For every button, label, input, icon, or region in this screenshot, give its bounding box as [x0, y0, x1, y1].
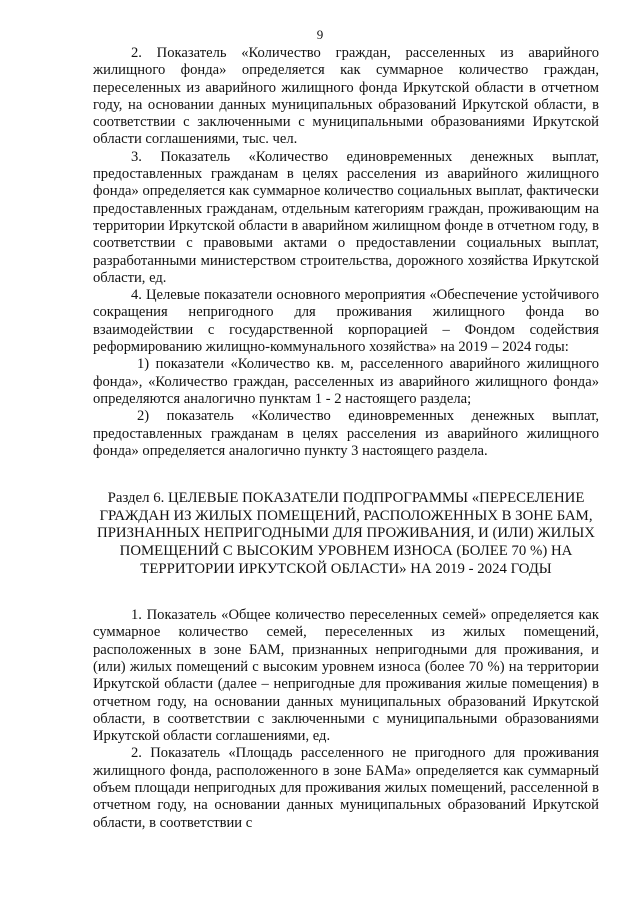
- section6-item-1: 1. Показатель «Общее количество переселенных семей» определяется как суммарное количество семей, переселенных из жилых помещений, расположенных в зоне БАМ, признанных непригодными для проживания, и (или) жилых помещений с высоким уровнем износа (более 70 %) на территории Иркутской области (далее – непригодные для проживания жилые помещения) в отчетном году, на основании данных муниципальных образований Иркутской области, в соответствии с заключенными с муниципальными образованиями Иркутской области соглашениями, ед.: [93, 607, 599, 745]
- section5-item-3: 3. Показатель «Количество единовременных денежных выплат, предоставленных гражданам в целях расселения из аварийного жилищного фонда» определяется как суммарное количество социальных выплат, фактически предоставленных гражданам, отдельным категориям граждан, проживающим на территории Иркутской области в аварийном жилищном фонде в отчетном году, в соответствии с правовыми актами о предоставлении социальных выплат, разработанными министерством строительства, дорожного хозяйства Иркутской области, ед.: [93, 148, 599, 286]
- section5-subitem-1: 1) показатели «Количество кв. м, расселенного аварийного жилищного фонда», «Количество граждан, расселенных из аварийного жилищного фонда» определяются аналогично пунктам 1 - 2 настоящего раздела;: [93, 356, 599, 407]
- section5-item-4: 4. Целевые показатели основного мероприятия «Обеспечение устойчивого сокращения непригодного для проживания жилищного фонда во взаимодействии с государственной корпорацией – Фондом содействия реформированию жилищно-коммунального хозяйства» на 2019 – 2024 годы:: [93, 287, 599, 356]
- section6-item-2: 2. Показатель «Площадь расселенного не пригодного для проживания жилищного фонда, расположенного в зоне БАМа» определяется как суммарный объем площади непригодных для проживания жилых помещений, расселенной в отчетном году, на основании данных муниципальных образований Иркутской области, в соответствии с: [93, 745, 599, 831]
- section5-item-2: 2. Показатель «Количество граждан, расселенных из аварийного жилищного фонда» определяется как суммарное количество граждан, переселенных из аварийного жилищного фонда Иркутской области в отчетном году, на основании данных муниципальных образований Иркутской области, в соответствии с заключенными с муниципальными образованиями Иркутской области соглашениями, тыс. чел.: [93, 45, 599, 148]
- section6-body: [93, 607, 599, 832]
- section5-subitem-2: 2) показатель «Количество единовременных денежных выплат, предоставленных гражданам в целях расселения из аварийного жилищного фонда» определяется аналогично пункту 3 настоящего раздела.: [93, 408, 599, 459]
- section6-heading: Раздел 6. ЦЕЛЕВЫЕ ПОКАЗАТЕЛИ ПОДПРОГРАММЫ «ПЕРЕСЕЛЕНИЕ ГРАЖДАН ИЗ ЖИЛЫХ ПОМЕЩЕНИЙ, РАСПОЛОЖЕННЫХ В ЗОНЕ БАМ, ПРИЗНАННЫХ НЕПРИГОДНЫМИ ДЛЯ ПРОЖИВАНИЯ, И (ИЛИ) ЖИЛЫХ ПОМЕЩЕНИЙ С ВЫСОКИМ УРОВНЕМ ИЗНОСА (БОЛЕЕ 70 %) НА ТЕРРИТОРИИ ИРКУТСКОЙ ОБЛАСТИ» НА 2019 - 2024 ГОДЫ: [97, 490, 595, 577]
- page-number: 9: [316, 27, 324, 42]
- page-content: [93, 45, 599, 832]
